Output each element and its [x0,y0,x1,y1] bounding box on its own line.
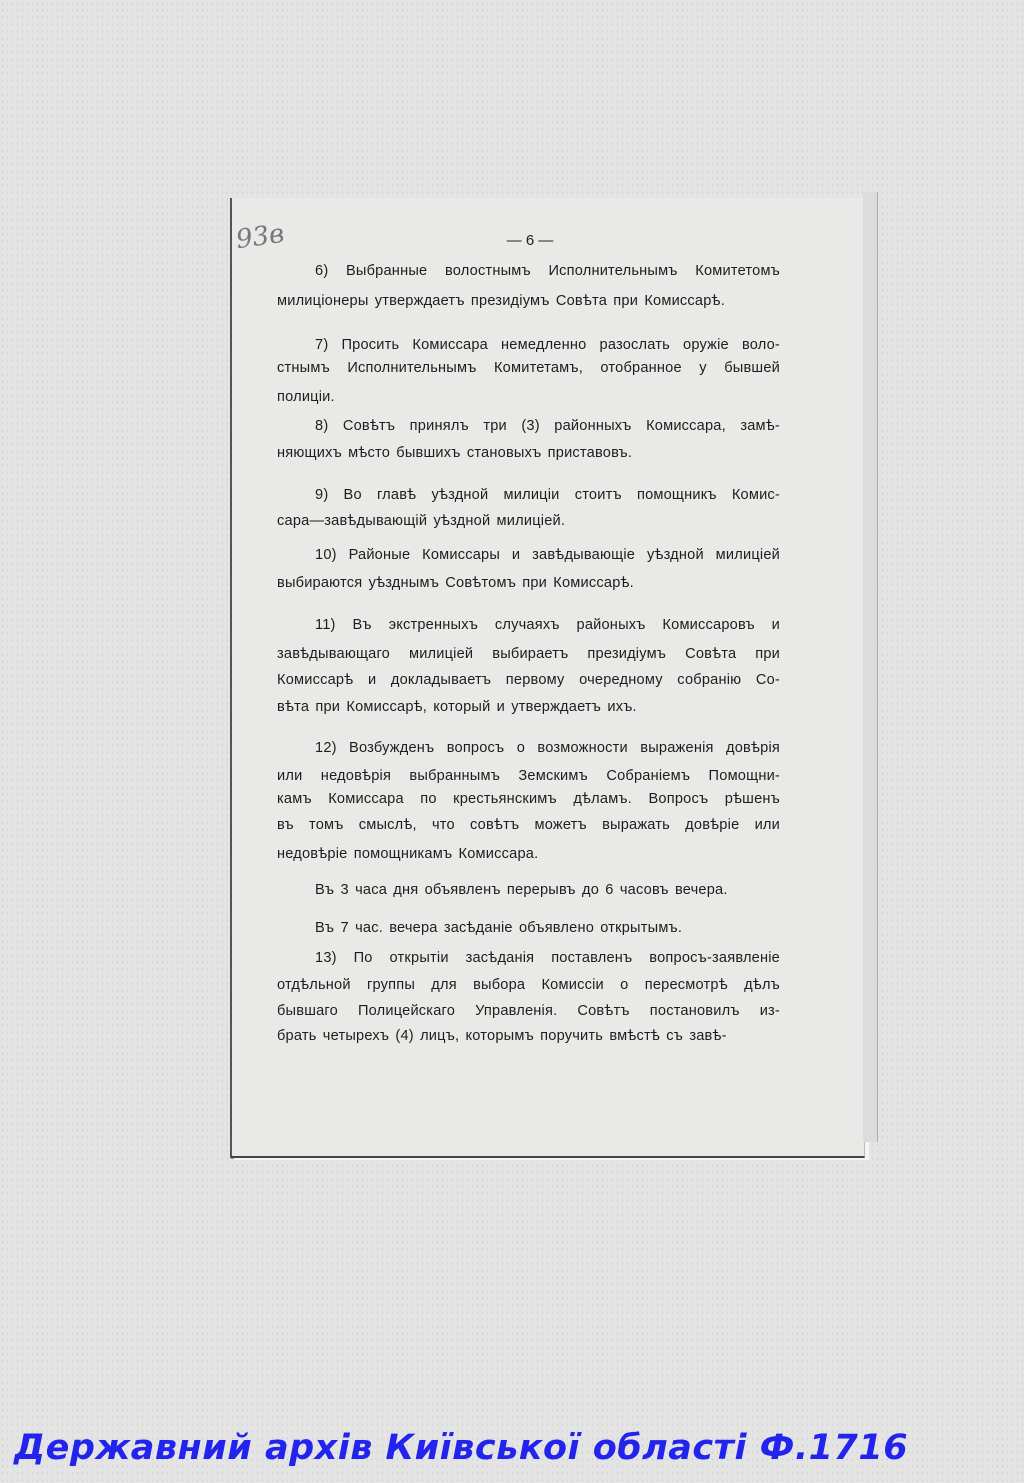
text-line: въ томъ смыслѣ, что совѣтъ можетъ выражать довѣріе или [277,817,780,833]
text-line: бывшаго Полицейскаго Управленія. Совѣтъ постановилъ из- [277,1003,780,1019]
text-line: полиціи. [277,389,335,405]
text-line: или недовѣрія выбраннымъ Земскимъ Собраніемъ Помощни- [277,768,780,784]
text-line: няющихъ мѣсто бывшихъ становыхъ приставовъ. [277,445,633,461]
text-line: 13) По открытіи засѣданія поставленъ вопросъ-заявленіе [315,950,780,966]
text-line: милиціонеры утверждаетъ президіумъ Совѣта при Комиссарѣ. [277,293,725,309]
text-line: вѣта при Комиссарѣ, который и утверждаетъ ихъ. [277,699,637,715]
text-line: 6) Выбранные волостнымъ Исполнительнымъ Комитетомъ [315,263,780,279]
text-line: брать четырехъ (4) лицъ, которымъ поручить вмѣстѣ съ завѣ- [277,1028,727,1044]
text-line: сара—завѣдывающій уѣздной милиціей. [277,513,566,529]
handwritten-folio-number: 93в [234,218,287,256]
text-line: 9) Во главѣ уѣздной милиціи стоитъ помощникъ Комис- [315,487,780,503]
text-line: камъ Комиссара по крестьянскимъ дѣламъ. Вопросъ рѣшенъ [277,791,780,807]
text-line: выбираются уѣзднымъ Совѣтомъ при Комиссарѣ. [277,575,634,591]
text-line: завѣдывающаго милиціей выбираетъ президіумъ Совѣта при [277,646,780,662]
text-line: 10) Районые Комиссары и завѣдывающіе уѣздной милиціей [315,547,780,563]
text-line: 8) Совѣтъ принялъ три (3) районныхъ Комиссара, замѣ- [315,418,780,434]
text-line: 11) Въ экстренныхъ случаяхъ районыхъ Комиссаровъ и [315,617,780,633]
page-number: — 6 — [506,232,554,249]
archive-watermark: Державний архів Київської області Ф.1716 [14,1428,909,1468]
text-line: Въ 3 часа дня объявленъ перерывъ до 6 часовъ вечера. [315,882,728,898]
text-line: 7) Просить Комиссара немедленно разослать оружіе воло- [315,337,780,353]
text-line: Комиссарѣ и докладываетъ первому очередному собранію Со- [277,672,780,688]
text-line: недовѣріе помощникамъ Комиссара. [277,846,539,862]
text-line: 12) Возбужденъ вопросъ о возможности выраженія довѣрія [315,740,780,756]
text-line: стнымъ Исполнительнымъ Комитетамъ, отобранное у бывшей [277,360,780,376]
text-line: отдѣльной группы для выбора Комиссіи о пересмотрѣ дѣлъ [277,977,780,993]
text-line: Въ 7 час. вечера засѣданіе объявлено открытымъ. [315,920,683,936]
